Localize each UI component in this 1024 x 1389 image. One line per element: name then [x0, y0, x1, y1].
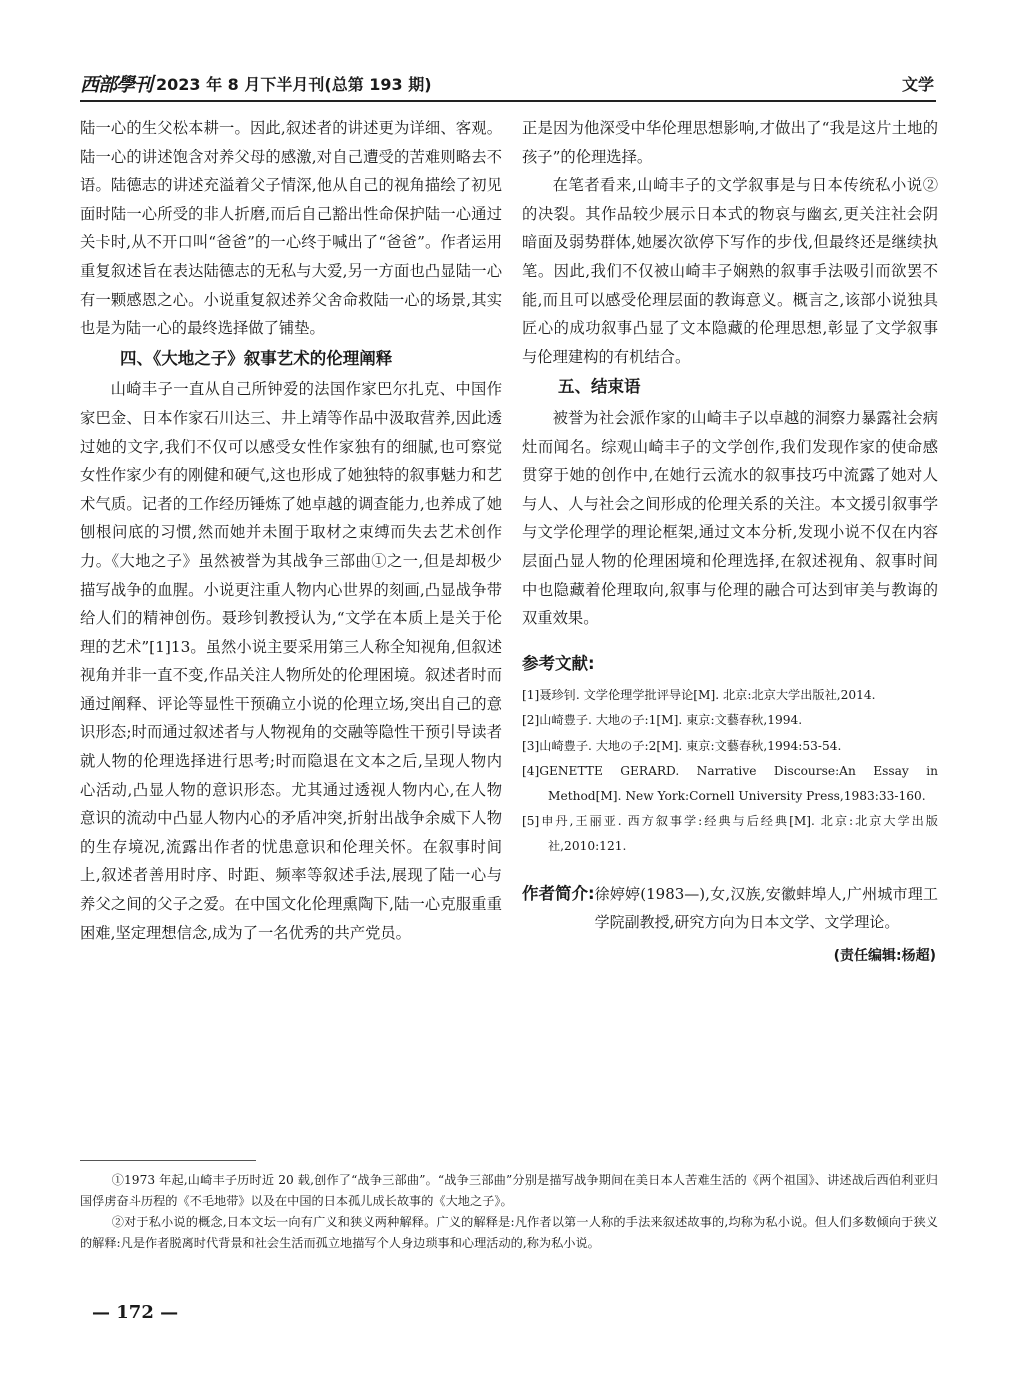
journal-logo: 西部學刊: [80, 74, 153, 96]
body-paragraph: 在笔者看来,山崎丰子的文学叙事是与日本传统私小说②的决裂。其作品较少展示日本式的物哀与幽玄,更关注社会阴暗面及弱势群体,她屡次欲停下写作的步伐,但最终还是继续执笔。因此,我们不仅被山崎丰子娴熟的叙事手法吸引而欲罢不能,而且可以感受伦理层面的教诲意义。概言之,该部小说独具匠心的成功叙事凸显了文本隐藏的伦理思想,彰显了文学叙事与伦理建构的有机结合。: [522, 176, 938, 366]
reference-item: [5]申丹,王丽亚. 西方叙事学:经典与后经典[M]. 北京:北京大学出版社,2010:121.: [522, 814, 938, 853]
body-paragraph: 陆一心的生父松本耕一。因此,叙述者的讲述更为详细、客观。陆一心的讲述饱含对养父母的感激,对自己遭受的苦难则略去不语。陆德志的讲述充溢着父子情深,他从自己的视角描绘了初见面时陆一心所受的非人折磨,而后自己豁出性命保护陆一心通过关卡时,从不开口叫“爸爸”的一心终于喊出了“爸爸”。作者运用重复叙述旨在表达陆德志的无私与大爱,另一方面也凸显陆一心有一颗感恩之心。小说重复叙述养父舍命救陆一心的场景,其实也是为陆一心的最终选择做了铺垫。: [80, 119, 502, 338]
right-column: [522, 114, 938, 971]
section-heading: 五、结束语: [558, 377, 641, 397]
reference-item: [4]GENETTE GERARD. Narrative Discourse:An Essay in Method[M]. New York:Cornell University Press,1983:33-160.: [522, 764, 938, 803]
author-bio-label: 作者简介:: [522, 884, 595, 904]
references-heading: 参考文献:: [522, 653, 595, 673]
issue-info: 2023 年 8 月下半月刊(总第 193 期): [156, 75, 432, 94]
footnote-divider: [80, 1160, 256, 1161]
body-paragraph: 山崎丰子一直从自己所钟爱的法国作家巴尔扎克、中国作家巴金、日本作家石川达三、井上靖等作品中汲取营养,因此透过她的文字,我们不仅可以感受女性作家独有的细腻,也可察觉女性作家少有的刚健和硬气,这也形成了她独特的叙事魅力和艺术气质。记者的工作经历锤炼了她卓越的调查能力,也养成了她刨根问底的习惯,然而她并未囿于取材之束缚而失去艺术创作力。《大地之子》虽然被誉为其战争三部曲①之一,但是却极少描写战争的血腥。小说更注重人物内心世界的刻画,凸显战争带给人们的精神创伤。聂珍钊教授认为,“文学在本质上是关于伦理的艺术”[1]13。虽然小说主要采用第三人称全知视角,但叙述视角并非一直不变,作品关注人物所处的伦理困境。叙述者时而通过阐释、评论等显性干预确立小说的伦理立场,突出自己的意识形态;时而通过叙述者与人物视角的交融等隐性干预引导读者就人物的伦理选择进行思考;时而隐退在文本之后,呈现人物内心活动,凸显人物的意识形态。尤其通过透视人物内心,在人物意识的流动中凸显人物内心的矛盾冲突,折射出战争余威下人物的生存境况,流露出作者的忧患意识和伦理关怀。在叙事时间上,叙述者善用时序、时距、频率等叙述手法,展现了陆一心与养父之间的父子之爱。在中国文化伦理熏陶下,陆一心克服重重困难,坚定理想信念,成为了一名优秀的共产党员。: [80, 380, 502, 942]
body-paragraph: 被誉为社会派作家的山崎丰子以卓越的洞察力暴露社会病灶而闻名。综观山崎丰子的文学创作,我们发现作家的使命感贯穿于她的创作中,在她行云流水的叙事技巧中流露了她对人与人、人与社会之间形成的伦理关系的关注。本文援引叙事学与文学伦理学的理论框架,通过文本分析,发现小说不仅在内容层面凸显人物的伦理困境和伦理选择,在叙述视角、叙事时间中也隐藏着伦理取向,叙事与伦理的融合可达到审美与教诲的双重效果。: [522, 408, 938, 628]
left-column: [80, 114, 502, 947]
footnotes: [80, 1170, 938, 1254]
editor-credit: (责任编辑:杨超): [833, 948, 936, 965]
reference-item: [1]聂珍钊. 文学伦理学批评导论[M]. 北京:北京大学出版社,2014.: [522, 687, 876, 702]
section-heading: 四、《大地之子》叙事艺术的伦理阐释: [120, 348, 393, 368]
author-bio-text: 徐婷婷(1983—),女,汉族,安徽蚌埠人,广州城市理工学院副教授,研究方向为日本文学、文学理论。: [594, 885, 938, 932]
section-label: 文学: [901, 75, 934, 94]
running-header: [80, 68, 936, 102]
reference-item: [3]山崎豊子. 大地の子:2[M]. 東京:文藝春秋,1994:53-54.: [522, 738, 842, 753]
author-bio: [522, 880, 938, 936]
reference-item: [2]山崎豊子. 大地の子:1[M]. 東京:文藝春秋,1994.: [522, 713, 803, 728]
page-number: — 172 —: [92, 1302, 179, 1323]
footnote: ①1973 年起,山崎丰子历时近 20 载,创作了“战争三部曲”。“战争三部曲”分别是描写战争期间在美日本人苦难生活的《两个祖国》、讲述战后西伯利亚归国俘虏奋斗历程的《不毛地带》以及在中国的日本孤儿成长故事的《大地之子》。: [80, 1173, 938, 1208]
references-list: [522, 683, 938, 859]
footnote: ②对于私小说的概念,日本文坛一向有广义和狭义两种解释。广义的解释是:凡作者以第一人称的手法来叙述故事的,均称为私小说。但人们多数倾向于狭义的解释:凡是作者脱离时代背景和社会生活而孤立地描写个人身边琐事和心理活动的,称为私小说。: [80, 1215, 938, 1250]
body-paragraph: 正是因为他深受中华伦理思想影响,才做出了“我是这片土地的孩子”的伦理选择。: [522, 119, 938, 166]
